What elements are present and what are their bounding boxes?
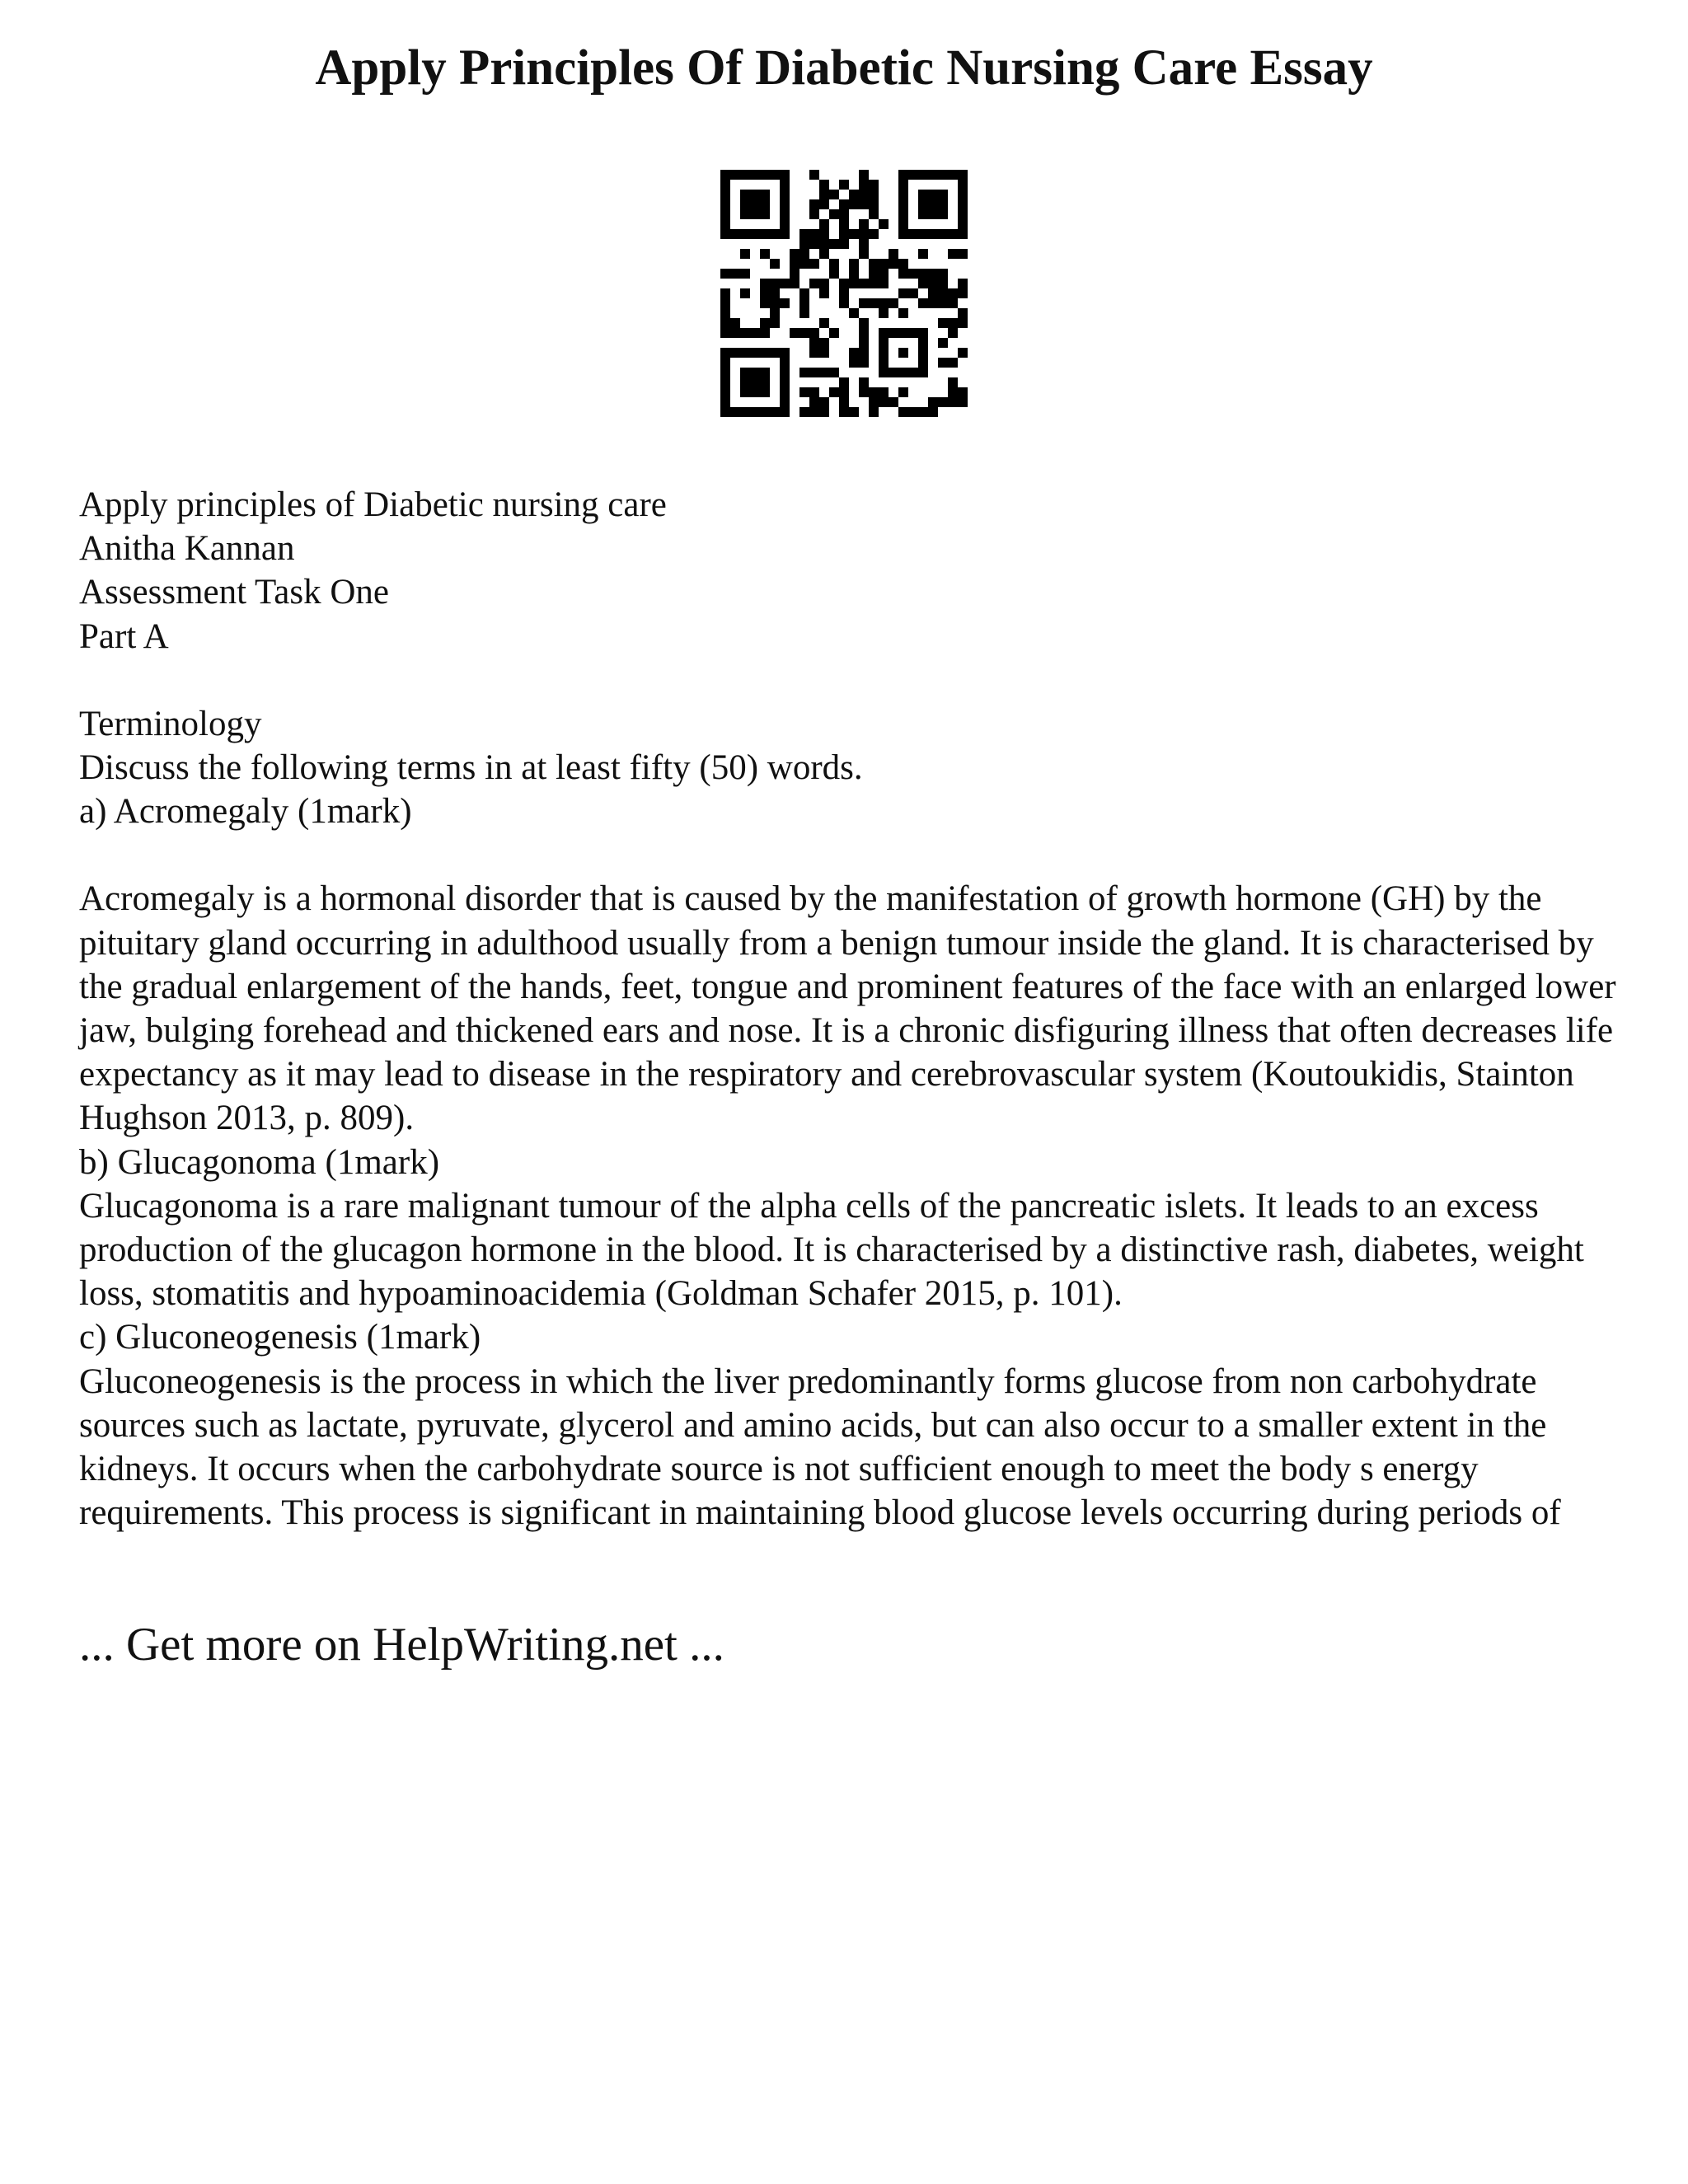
header-line-author: Anitha Kannan <box>79 529 295 569</box>
section-heading: Terminology <box>79 704 262 743</box>
header-line-part: Part A <box>79 616 169 656</box>
spacer <box>79 833 1629 877</box>
header-line-task: Assessment Task One <box>79 573 389 612</box>
term-label-gluconeogenesis: c) Gluconeogenesis (1mark) <box>79 1318 481 1357</box>
term-body-acromegaly: Acromegaly is a hormonal disorder that is caused by the manifestation of growth hormone (GH) by the pituitary gland occurring in adulthood usually from a benign tumour inside the gland. It is characterised by the gradual enlargement of the hands, feet, tongue and prominent features of the face with an enlarged lower jaw, bulging forehead and thickened ears and nose. It is a chronic disfiguring illness that often decreases life expectancy as it may lead to disease in the respiratory and cerebrovascular system (Koutoukidis, Stainton Hughson 2013, p. 809). <box>79 879 1616 1138</box>
term-label-glucagonoma: b) Glucagonoma (1mark) <box>79 1142 440 1182</box>
header-line-course: Apply principles of Diabetic nursing care <box>79 485 667 524</box>
qr-code-icon <box>720 170 968 417</box>
essay-content <box>79 483 1629 1535</box>
instruction-text: Discuss the following terms in at least fifty (50) words. <box>79 748 863 788</box>
get-more-link[interactable]: ... Get more on HelpWriting.net ... <box>79 1619 724 1671</box>
term-body-glucagonoma: Glucagonoma is a rare malignant tumour of the alpha cells of the pancreatic islets. It leads to an excess production of the glucagon hormone in the blood. It is characterised by a distinctive rash, diabetes, weight loss, stomatitis and hypoaminoacidemia (Goldman Schafer 2015, p. 101). <box>79 1186 1584 1314</box>
document-title: Apply Principles Of Diabetic Nursing Care Essay <box>315 40 1373 96</box>
spacer <box>79 658 1629 702</box>
term-body-gluconeogenesis: Gluconeogenesis is the process in which the liver predominantly forms glucose from non carbohydrate sources such as lactate, pyruvate, glycerol and amino acids, but can also occur to a smaller extent in the kidneys. It occurs when the carbohydrate source is not sufficient enough to meet the body s energy requirements. This process is significant in maintaining blood glucose levels occurring during periods of <box>79 1361 1561 1533</box>
term-label-acromegaly: a) Acromegaly (1mark) <box>79 792 412 832</box>
